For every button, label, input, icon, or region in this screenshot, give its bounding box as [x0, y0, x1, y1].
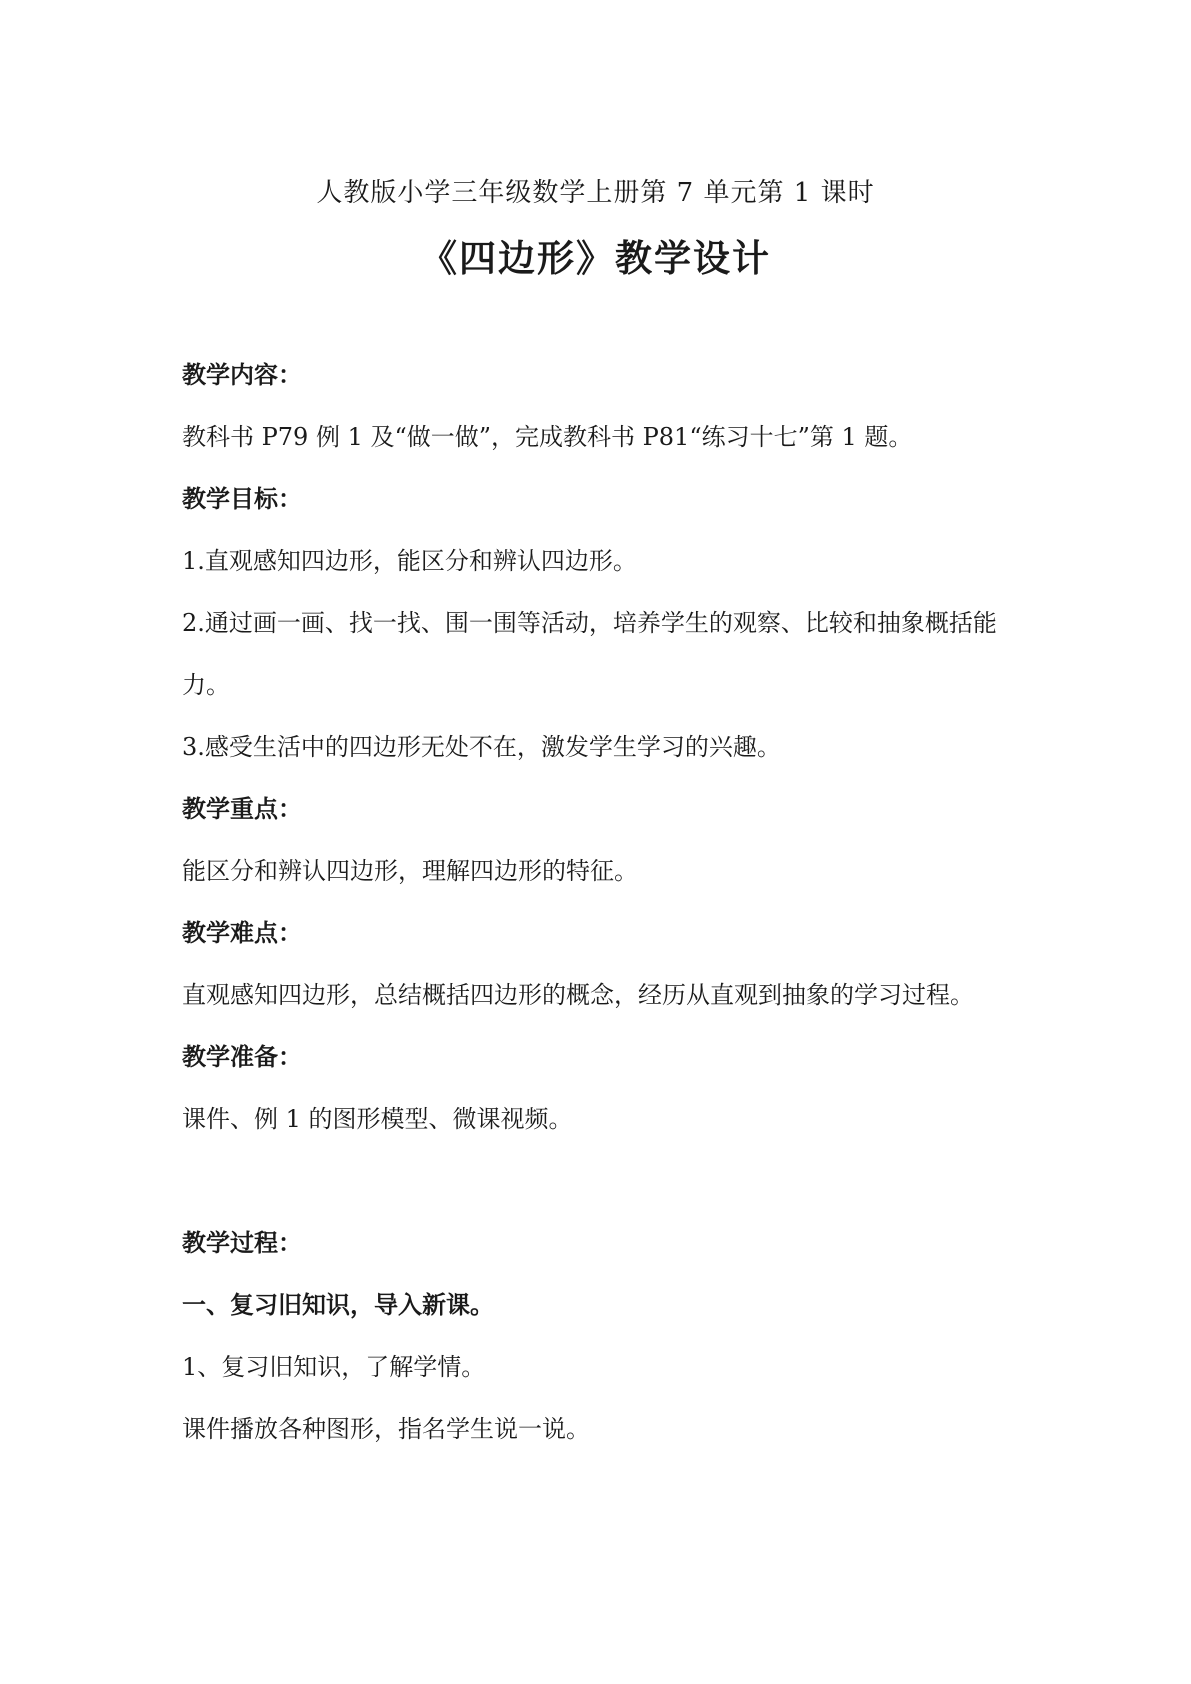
key-points-heading: 教学重点： [182, 794, 302, 823]
preparation-heading: 教学准备： [182, 1042, 302, 1071]
key-points-text: 能区分和辨认四边形，理解四边形的特征。 [182, 857, 638, 885]
goal-item-3: 3.感受生活中的四边形无处不在，激发学生学习的兴趣。 [182, 733, 781, 761]
document-subtitle: 人教版小学三年级数学上册第 7 单元第 1 课时 [316, 178, 875, 208]
part-1-heading: 一、复习旧知识，导入新课。 [182, 1290, 494, 1319]
section-spacer [182, 1164, 1022, 1226]
process-heading: 教学过程： [182, 1228, 302, 1257]
preparation-text: 课件、例 1 的图形模型、微课视频。 [182, 1105, 573, 1133]
step-1-text: 课件播放各种图形，指名学生说一说。 [182, 1415, 590, 1443]
teaching-content-heading: 教学内容： [182, 360, 302, 389]
teaching-content-text: 教科书 P79 例 1 及“做一做”，完成教科书 P81“练习十七”第 1 题。 [182, 423, 913, 451]
difficulties-text: 直观感知四边形，总结概括四边形的概念，经历从直观到抽象的学习过程。 [182, 981, 974, 1009]
document-body [182, 358, 1022, 1474]
document-title: 《四边形》教学设计 [420, 236, 771, 280]
goal-item-2: 2.通过画一画、找一找、围一围等活动，培养学生的观察、比较和抽象概括能力。 [182, 609, 997, 699]
step-1: 1、复习旧知识，了解学情。 [182, 1353, 486, 1381]
difficulties-heading: 教学难点： [182, 918, 302, 947]
goal-item-1: 1.直观感知四边形，能区分和辨认四边形。 [182, 547, 637, 575]
teaching-goals-heading: 教学目标： [182, 484, 302, 513]
